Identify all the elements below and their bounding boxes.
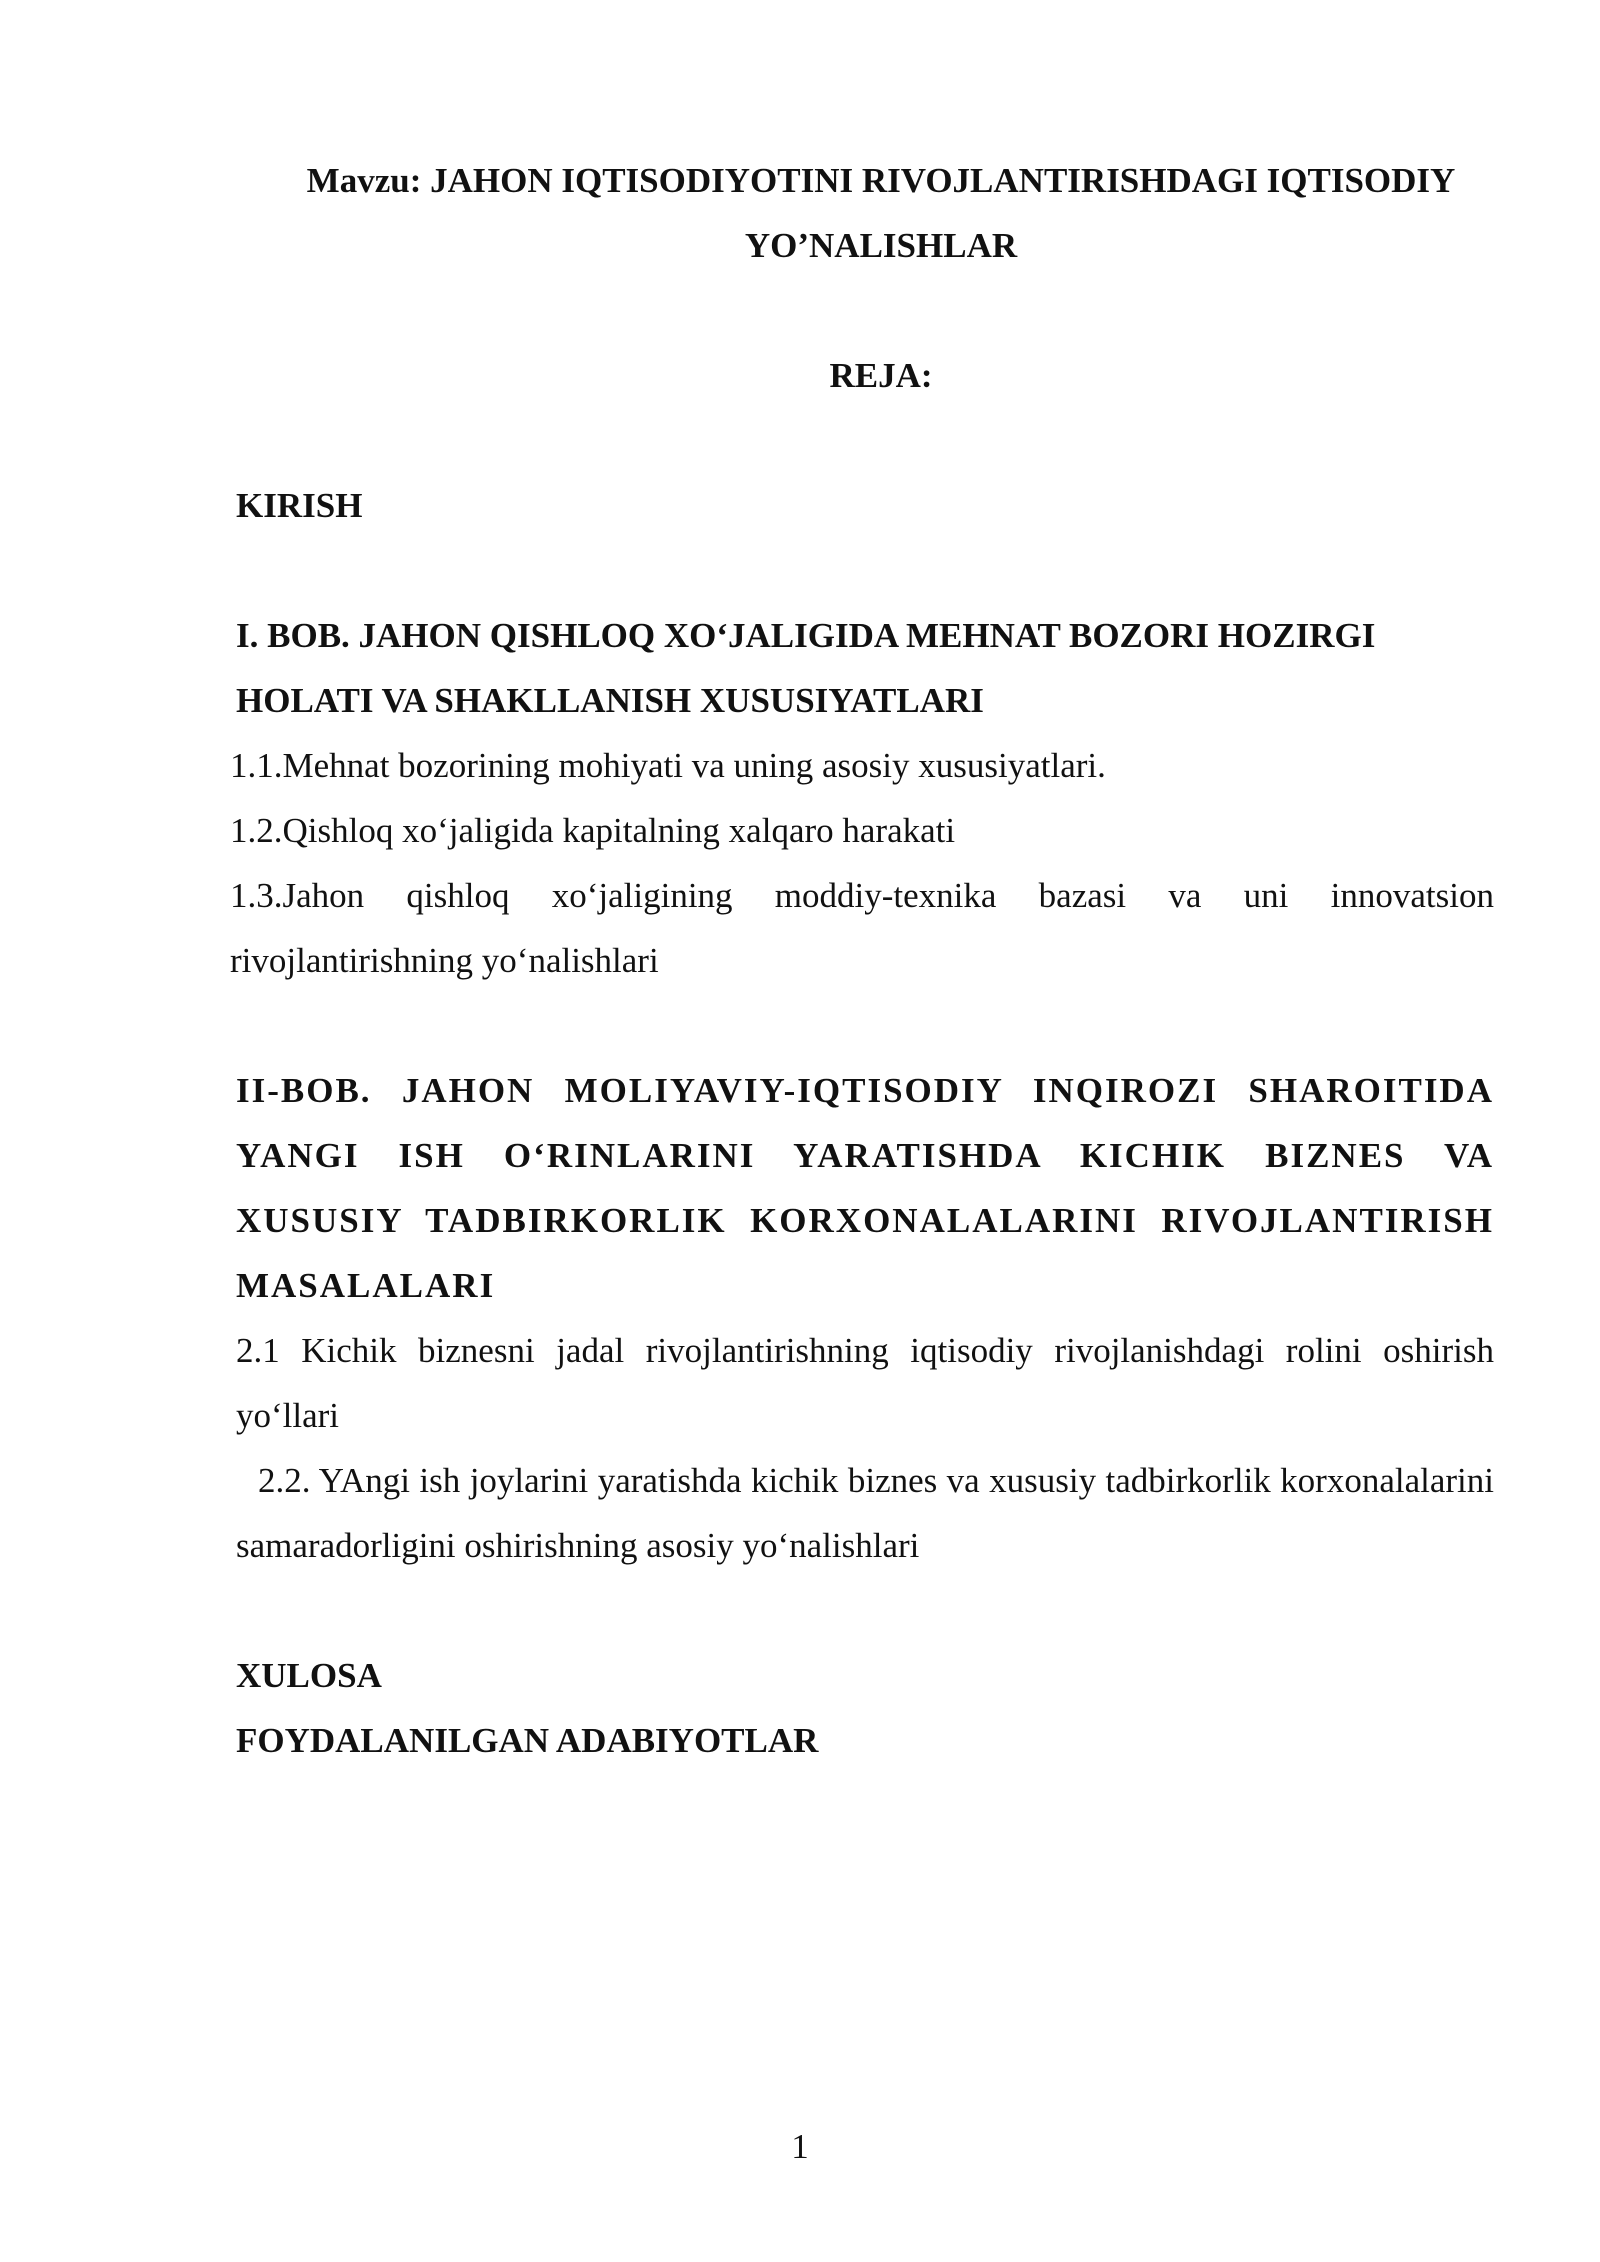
title-line-2: YO’NALISHLAR: [744, 226, 1018, 265]
references-heading: FOYDALANILGAN ADABIYOTLAR: [236, 1721, 819, 1760]
chapter-2-heading: II-BOB. JAHON MOLIYAVIY-IQTISODIY INQIROZI SHAROITIDA YANGI ISH O‘RINLARINI YARATISHDA KICHIK BIZNES VA XUSUSIY TADBIRKORLIK KORXONALALARINI RIVOJLANTIRISH MASALALARI: [236, 1071, 1494, 1305]
chapter-1-item: 1.1.Mehnat bozorining mohiyati va uning asosiy xususiyatlari.: [230, 746, 1106, 785]
spacer: [236, 278, 1494, 343]
spacer: [236, 538, 1494, 603]
chapter-2: [236, 1058, 1494, 1578]
document-title: [244, 148, 1518, 278]
chapter-1-item: 1.3.Jahon qishloq xo‘jaligining moddiy-texnika bazasi va uni innovatsion rivojlantirishning yo‘nalishlari: [230, 876, 1494, 980]
page-number: 1: [791, 2127, 809, 2166]
chapter-1-item: 1.2.Qishloq xo‘jaligida kapitalning xalqaro harakati: [230, 811, 956, 850]
chapter-1-heading-line-2: HOLATI VA SHAKLLANISH XUSUSIYATLARI: [236, 681, 984, 720]
spacer: [236, 993, 1494, 1058]
plan-heading: REJA:: [829, 356, 933, 395]
chapter-1: [230, 603, 1494, 993]
chapter-1-heading-line-1: I. BOB. JAHON QISHLOQ XO‘JALIGIDA MEHNAT BOZORI HOZIRGI: [236, 616, 1376, 655]
chapter-2-item: 2.1 Kichik biznesni jadal rivojlantirishning iqtisodiy rivojlanishdagi rolini oshirish yo‘llari: [236, 1331, 1494, 1435]
spacer: [236, 408, 1494, 473]
conclusion-heading: XULOSA: [236, 1656, 382, 1695]
spacer: [236, 1578, 1494, 1643]
title-line-1: Mavzu: JAHON IQTISODIYOTINI RIVOJLANTIRISHDAGI IQTISODIY: [306, 161, 1456, 200]
chapter-2-item: 2.2. YAngi ish joylarini yaratishda kichik biznes va xususiy tadbirkorlik korxonalalarini samaradorligini oshirishning asosiy yo‘nalishlari: [236, 1461, 1494, 1565]
document-body: [230, 148, 1494, 1773]
intro-heading: KIRISH: [236, 486, 363, 525]
